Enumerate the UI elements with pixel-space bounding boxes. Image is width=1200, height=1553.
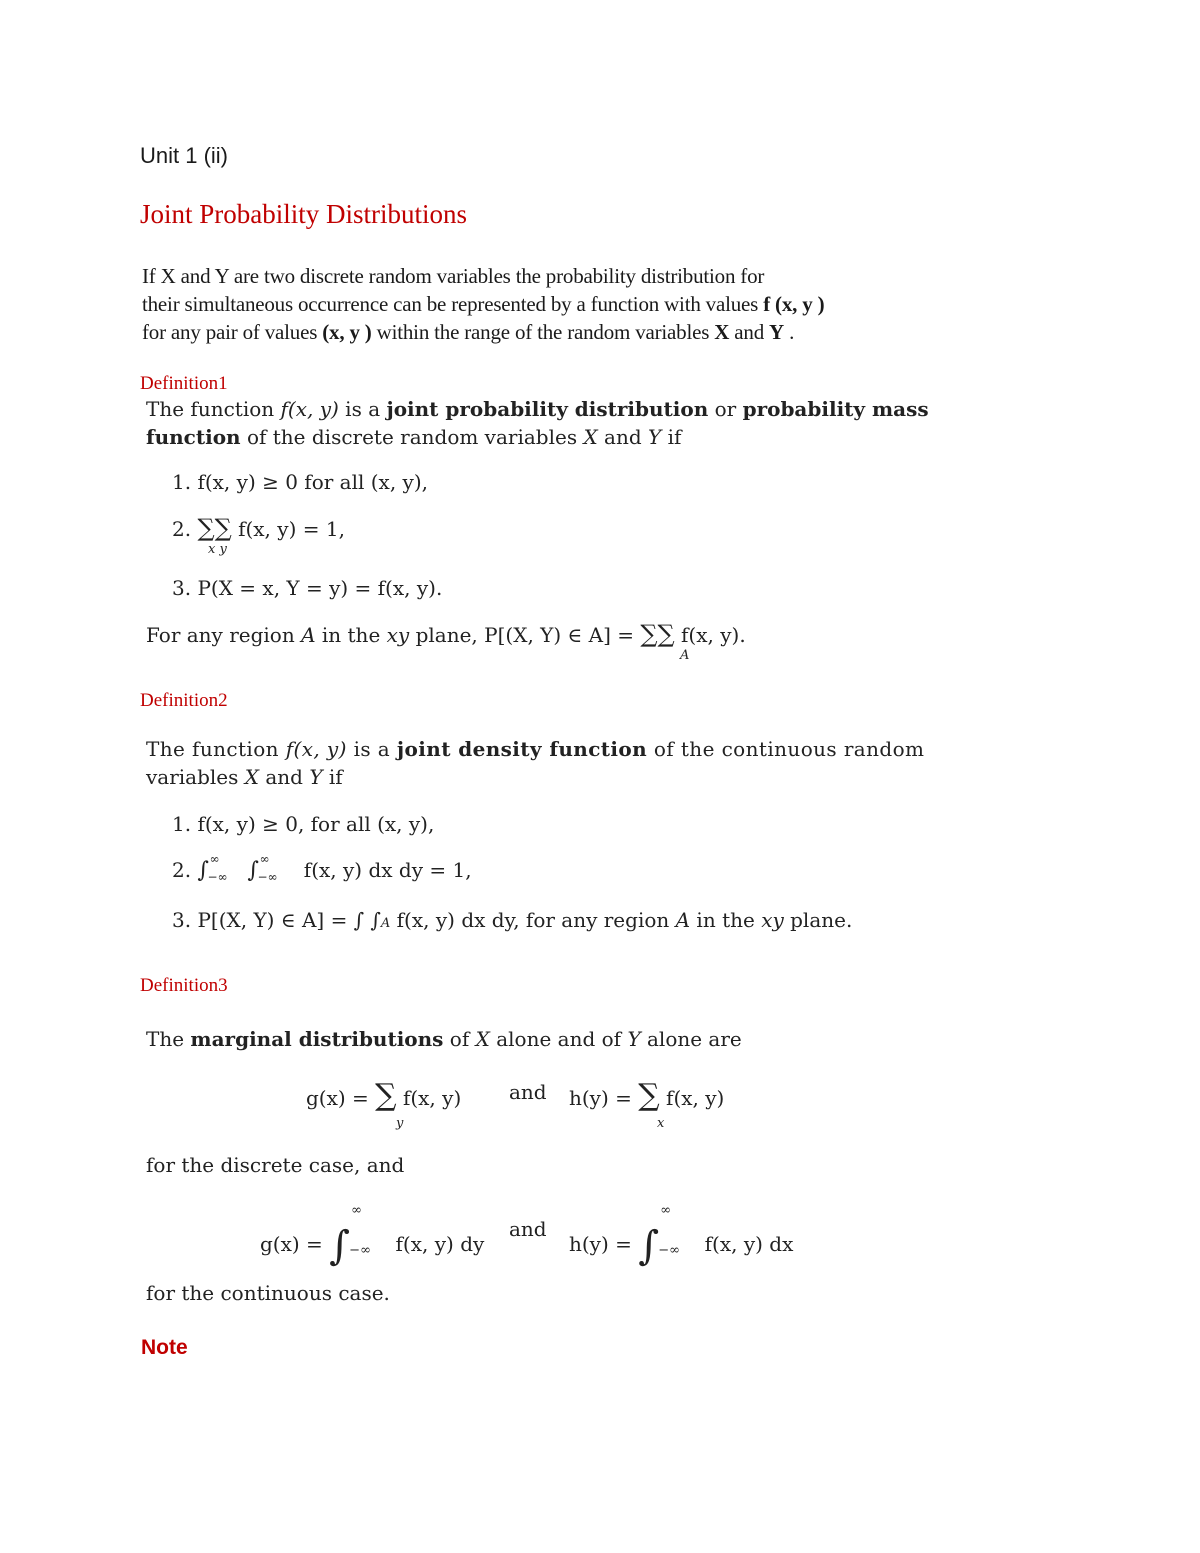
sum-subscript: x [657, 1116, 665, 1131]
integral-upper: ∞ [660, 1203, 672, 1218]
def3-term: marginal distributions [190, 1027, 444, 1051]
def2-A: A [675, 908, 691, 932]
integral-lower: −∞ [349, 1243, 371, 1258]
def2-text: is a [346, 737, 397, 761]
definition-3-heading: Definition3 [140, 975, 228, 996]
def1-text: is a [338, 397, 387, 421]
double-integral [197, 852, 247, 884]
def1-term: joint probability distribution [386, 397, 709, 421]
continuous-case-note: for the continuous case. [146, 1281, 390, 1305]
def1-item-3: 3. P(X = x, Y = y) = f(x, y). [172, 576, 443, 600]
integral-lower: −∞ [257, 870, 278, 884]
def1-text: in the [315, 623, 387, 647]
def3-text: The [146, 1027, 191, 1051]
g-lhs: g(x) = [260, 1232, 330, 1256]
def2-item-2 [172, 852, 472, 884]
def1-A: A [301, 623, 316, 647]
def3-X: X [475, 1027, 490, 1051]
marginal-discrete-formula [306, 1078, 462, 1131]
intro-text: within the range of the random variables [371, 320, 715, 344]
definition-1-heading: Definition1 [140, 373, 228, 394]
def1-text: if [661, 425, 682, 449]
def1-intro-line-2 [146, 425, 681, 449]
marginal-continuous-formula [260, 1203, 485, 1269]
def1-item-1: 1. f(x, y) ≥ 0 for all (x, y), [172, 470, 428, 494]
def1-item-number: 2. [172, 517, 198, 541]
def2-term: joint density function [396, 737, 648, 761]
integral-symbol: ∫ [329, 1223, 351, 1269]
intro-fxy: f (x, y ) [763, 292, 825, 316]
note-label: Note [141, 1336, 188, 1359]
definition-2-heading: Definition2 [140, 690, 228, 711]
def2-item-text: for any region [519, 908, 676, 932]
def1-text: or [708, 397, 743, 421]
double-sum-symbol: ∑∑ [640, 620, 675, 648]
integral-symbol: ∫ ∫ [353, 908, 381, 932]
discrete-case-note: for the discrete case, and [146, 1153, 405, 1177]
def2-text: of the continuous random [647, 737, 925, 761]
def2-intro-line-1 [146, 737, 924, 761]
def2-text: variables [146, 765, 245, 789]
integral-upper: ∞ [209, 852, 220, 866]
marginal-continuous-formula-h [569, 1203, 794, 1269]
g-rhs: f(x, y) dy [389, 1232, 485, 1256]
h-lhs: h(y) = [569, 1232, 639, 1256]
intro-text: their simultaneous occurrence can be represented by a function with values [142, 292, 764, 316]
g-rhs: f(x, y) [396, 1086, 462, 1110]
def2-item-text: 3. P[(X, Y) ∈ A] = [172, 908, 354, 932]
def2-item-text: plane. [783, 908, 853, 932]
def1-text: For any region [146, 623, 302, 647]
intro-X: X [714, 320, 730, 344]
def1-text: of the discrete random variables [240, 425, 584, 449]
def2-text: The function [146, 737, 286, 761]
intro-line-1: If X and Y are two discrete random variables the probability distribution for [142, 264, 765, 288]
def1-text: f(x, y). [674, 623, 746, 647]
def2-intro-line-2 [146, 765, 343, 789]
double-sum-symbol: ∑∑ [197, 514, 232, 542]
def1-fxy: f(x, y) [280, 397, 339, 421]
integral-subscript: A [380, 916, 391, 931]
def2-item-3 [172, 908, 852, 932]
sum-subscript: A [680, 648, 690, 663]
def1-item-text: f(x, y) = 1, [231, 517, 345, 541]
def2-item-text: f(x, y) dx dy = 1, [297, 858, 472, 882]
integral-upper: ∞ [351, 1203, 363, 1218]
def1-intro-line-1 [146, 397, 929, 421]
intro-text: for any pair of values [142, 320, 323, 344]
intro-text: . [784, 320, 795, 344]
def1-prob: P[(X, Y) ∈ A] = [484, 623, 641, 647]
integral-lower: −∞ [658, 1243, 680, 1258]
h-lhs: h(y) = [569, 1086, 639, 1110]
def2-item-1: 1. f(x, y) ≥ 0, for all (x, y), [172, 812, 435, 836]
def2-item-text: f(x, y) dx dy, [390, 908, 520, 932]
and-word: and [509, 1217, 547, 1241]
def3-text: of [443, 1027, 476, 1051]
def2-text: if [322, 765, 343, 789]
integral [638, 1203, 698, 1269]
def2-text: and [259, 765, 310, 789]
def2-X: X [244, 765, 260, 789]
def1-item-2 [172, 514, 345, 557]
def1-term: probability mass [742, 397, 929, 421]
intro-line-3 [142, 320, 794, 345]
h-rhs: f(x, y) dx [698, 1232, 794, 1256]
def2-xy: xy [761, 908, 784, 932]
sum-subscript: y [396, 1116, 404, 1131]
g-lhs: g(x) = [306, 1086, 376, 1110]
integral-symbol: ∫ [197, 858, 209, 883]
def3-intro-line [146, 1027, 742, 1051]
def2-item-text: in the [690, 908, 762, 932]
h-rhs: f(x, y) [659, 1086, 725, 1110]
double-integral-second [247, 852, 297, 884]
intro-xy-pair: (x, y ) [322, 320, 372, 344]
marginal-discrete-formula-h [569, 1078, 725, 1131]
integral-upper: ∞ [259, 852, 270, 866]
def3-text: alone and of [489, 1027, 628, 1051]
def1-text: and [597, 425, 649, 449]
def3-Y: Y [627, 1027, 641, 1051]
def2-item-number: 2. [172, 858, 198, 882]
def2-Y: Y [309, 765, 323, 789]
integral-lower: −∞ [207, 870, 228, 884]
def1-xy: xy [386, 623, 410, 647]
integral-symbol: ∫ [247, 858, 259, 883]
def1-text: The function [146, 397, 281, 421]
sum-subscript: x y [208, 542, 227, 557]
unit-heading: Unit 1 (ii) [140, 143, 229, 168]
integral [329, 1203, 389, 1269]
page-title: Joint Probability Distributions [140, 199, 468, 229]
def1-X: X [583, 425, 598, 449]
def1-text: plane, [409, 623, 485, 647]
def2-fxy: f(x, y) [285, 737, 347, 761]
intro-Y: Y [769, 320, 785, 344]
sum-symbol: ∑ [375, 1078, 397, 1113]
def1-term: function [146, 425, 241, 449]
and-word: and [509, 1080, 547, 1104]
sum-symbol: ∑ [638, 1078, 660, 1113]
def1-Y: Y [648, 425, 662, 449]
integral-symbol: ∫ [638, 1223, 660, 1269]
intro-text: and [729, 320, 770, 344]
def3-text: alone are [640, 1027, 742, 1051]
def1-region-line [146, 620, 746, 663]
intro-line-2 [142, 292, 824, 317]
